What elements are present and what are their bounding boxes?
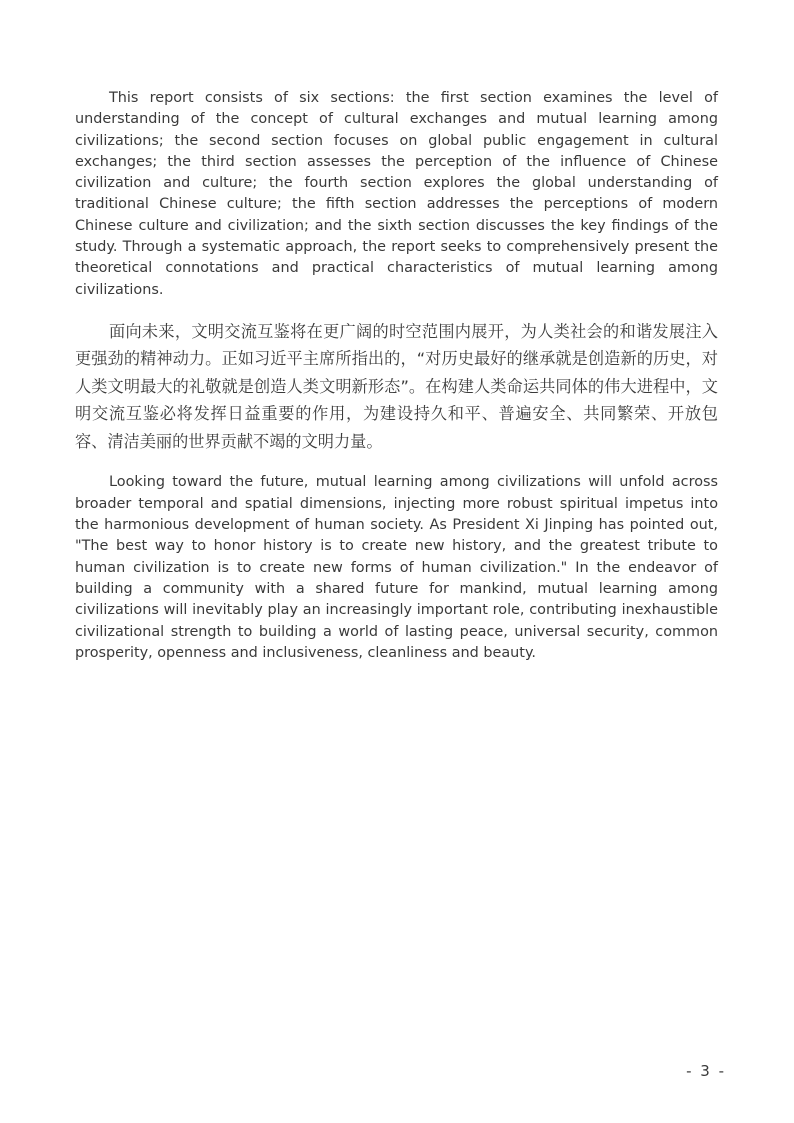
paragraph-english-future: Looking toward the future, mutual learning among civilizations will unfold across broader temporal and spatial dimensions, injecting more robust spiritual impetus into the harmonious development of human society. As President Xi Jinping has pointed out, "The best way to honor history is to create new history, and the greatest tribute to human civilization is to create new forms of human civilization." In the endeavor of building a community with a shared future for mankind, mutual learning among civilizations will inevitably play an increasingly important role, contributing inexhaustible civilizational strength to building a world of lasting peace, universal security, common prosperity, openness and inclusiveness, cleanliness and beauty. — [75, 474, 718, 661]
paragraph-report-sections: This report consists of six sections: the first section examines the level of understanding of the concept of cultural exchanges and mutual learning among civilizations; the second section focuses on global public engagement in cultural exchanges; the third section assesses the perception of the influence of Chinese civilization and culture; the fourth section explores the global understanding of traditional Chinese culture; the fifth section addresses the perceptions of modern Chinese culture and civilization; and the sixth section discusses the key findings of the study. Through a systematic approach, the report seeks to comprehensively present the theoretical connotations and practical characteristics of mutual learning among civilizations. — [75, 90, 718, 298]
document-body — [75, 88, 718, 681]
page-number: - 3 - — [686, 1062, 726, 1080]
paragraph-chinese-future: 面向未来，文明交流互鉴将在更广阔的时空范围内展开，为人类社会的和谐发展注入更强劲的精神动力。正如习近平主席所指出的，“对历史最好的继承就是创造新的历史，对人类文明最大的礼敬就是创造人类文明新形态”。在构建人类命运共同体的伟大进程中，文明交流互鉴必将发挥日益重要的作用，为建设持久和平、普遍安全、共同繁荣、开放包容、清洁美丽的世界贡献不竭的文明力量。 — [75, 321, 718, 451]
